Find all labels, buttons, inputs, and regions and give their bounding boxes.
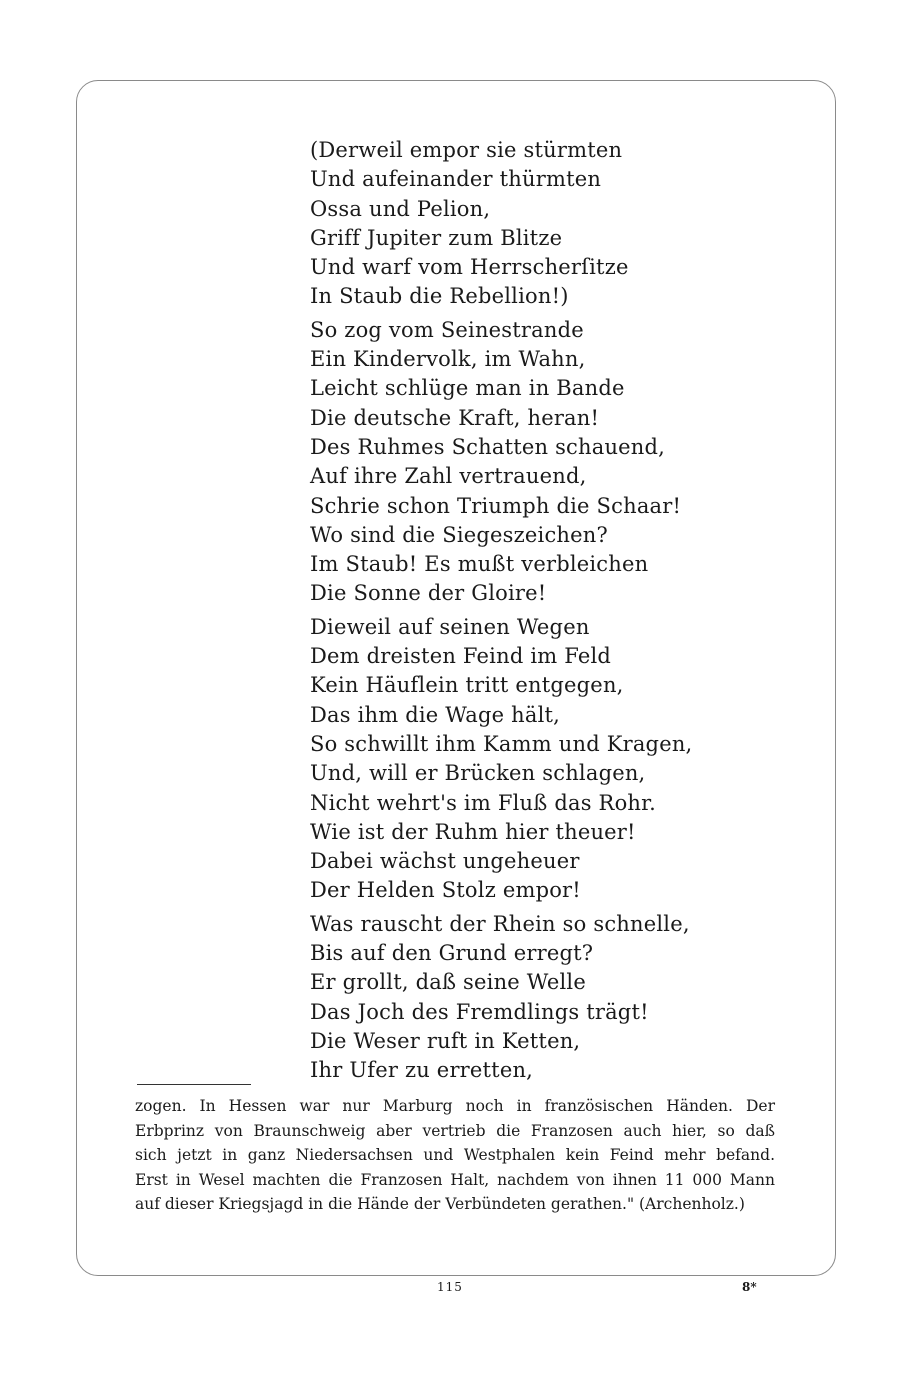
poem-line: Dieweil auf seinen Wegen	[310, 614, 590, 639]
poem	[310, 136, 830, 1090]
poem-line: Des Ruhmes Schatten schauend,	[310, 434, 666, 459]
footnote-line: auf dieser Kriegsjagd in die Hände der Verbündeten gerathen." (Archenholz.)	[135, 1195, 745, 1213]
poem-line: Schrie schon Triumph die Schaar!	[310, 493, 682, 518]
poem-line: Er grollt, daß seine Welle	[310, 970, 586, 995]
poem-line: (Derweil empor sie stürmten	[310, 138, 623, 162]
poem-stanza	[310, 316, 830, 609]
footnote-line: zogen. In Hessen war nur Marburg noch in französischen Händen. Der	[135, 1097, 775, 1115]
poem-line: Im Staub! Es mußt verbleichen	[310, 552, 649, 577]
footnote-divider	[137, 1084, 251, 1085]
footnote-line: Erst in Wesel machten die Franzosen Halt, nachdem von ihnen 11 000 Mann	[135, 1170, 775, 1189]
poem-line: Bis auf den Grund erregt?	[310, 941, 594, 966]
poem-line: Dabei wächst ungeheuer	[310, 849, 580, 874]
poem-line: Die Sonne der Gloire!	[310, 581, 547, 606]
poem-line: Das Joch des Fremdlings trägt!	[310, 999, 649, 1024]
poem-line: Leicht schlüge man in Bande	[310, 376, 625, 401]
poem-line: Auf ihre Zahl vertrauend,	[310, 464, 587, 489]
poem-line: So zog vom Seinestrande	[310, 317, 584, 342]
poem-line: In Staub die Rebellion!)	[310, 284, 569, 309]
poem-line: Ossa und Pelion,	[310, 196, 491, 221]
poem-line: Was rauscht der Rhein so schnelle,	[310, 911, 690, 936]
poem-line: Kein Häuflein tritt entgegen,	[310, 673, 624, 698]
signature-mark: 8*	[742, 1280, 757, 1294]
footnote	[135, 1094, 775, 1217]
poem-line: Ein Kindervolk, im Wahn,	[310, 347, 586, 372]
poem-line: Der Helden Stolz empor!	[310, 878, 581, 903]
poem-stanza	[310, 613, 830, 906]
poem-line: Griff Jupiter zum Blitze	[310, 225, 563, 250]
poem-stanza	[310, 136, 830, 312]
poem-line: Und aufeinander thürmten	[310, 167, 602, 192]
poem-line: So schwillt ihm Kamm und Kragen,	[310, 731, 693, 756]
poem-line: Das ihm die Wage hält,	[310, 702, 561, 727]
poem-line: Die deutsche Kraft, heran!	[310, 405, 600, 430]
poem-line: Die Weser ruft in Ketten,	[310, 1028, 581, 1053]
poem-line: Und, will er Brücken schlagen,	[310, 761, 646, 786]
poem-line: Wie ist der Ruhm hier theuer!	[310, 819, 636, 844]
footnote-line: Erbprinz von Braunschweig aber vertrieb die Franzosen auch hier, so daß	[135, 1121, 775, 1140]
poem-stanza	[310, 910, 830, 1086]
poem-line: Dem dreisten Feind im Feld	[310, 644, 612, 669]
footnote-line: sich jetzt in ganz Niedersachsen und Westphalen kein Feind mehr befand.	[135, 1146, 775, 1164]
poem-line: Nicht wehrt's im Fluß das Rohr.	[310, 790, 656, 815]
poem-line: Und warf vom Herrscherſitze	[310, 255, 629, 280]
poem-line: Wo sind die Siegeszeichen?	[310, 522, 608, 547]
page-number: 115	[437, 1280, 463, 1294]
poem-line: Ihr Ufer zu erretten,	[310, 1058, 534, 1083]
